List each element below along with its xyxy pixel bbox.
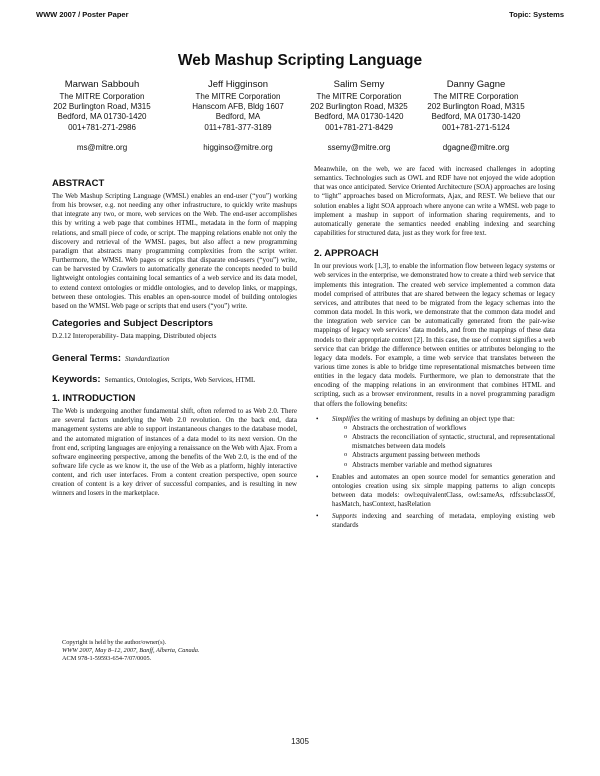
author-email: ssemy@mitre.org — [327, 142, 391, 152]
sub-list-item: o Abstracts the reconciliation of syntactic, structural, and representational mismatches between data models — [344, 433, 555, 451]
conference-line: WWW 2007, May 8–12, 2007, Banff, Alberta, Canada. — [62, 647, 200, 655]
general-terms — [52, 348, 297, 366]
author-address: Bedford, MA 01730-1420 — [431, 112, 521, 122]
author-address: 202 Burlington Road, M325 — [310, 102, 408, 112]
author-email: dgagne@mitre.org — [442, 142, 510, 152]
author-address: 202 Burlington Road, M315 — [53, 102, 151, 112]
copyright-line: Copyright is held by the author/owner(s). — [62, 639, 167, 646]
author-address: Bedford, MA — [215, 112, 261, 122]
introduction-text: The Web is undergoing another fundamental shift, often referred to as Web 2.0. There are several factors underlying the Web 2.0 revolution. On the back end, data management systems are able to support instantaneous changes to the database model, and the automated migration of instances of a data model to its next version. On the front end, scripting languages are enjoying a renaissance on the Web with Ajax. From a software engineering perspective, among the benefits of the Web 2.0, is the end of the software life cycle as we know it, the use of the Web as a platform, highly interactive content, and rich user interfaces. From a content creation perspective, open source creation of content is a key driver of successful companies, and is resulting in new winners and losers in the marketplace. — [52, 407, 297, 498]
author-org: The MITRE Corporation — [195, 92, 281, 101]
keywords-heading: Keywords: — [52, 374, 101, 386]
paper-title: Web Mashup Scripting Language — [177, 52, 423, 69]
bullet-lead: Simplifies — [332, 414, 360, 423]
author-block — [303, 79, 415, 153]
left-column — [52, 178, 297, 499]
author-address: Hanscom AFB, Bldg 1607 — [192, 102, 284, 112]
author-block — [182, 79, 294, 153]
categories-heading: Categories and Subject Descriptors — [52, 318, 214, 330]
running-header-left: WWW 2007 / Poster Paper — [36, 10, 129, 19]
categories-text: D.2.12 Interoperability- Data mapping, Distributed objects — [52, 332, 217, 341]
benefits-list — [314, 415, 555, 531]
author-email: higginso@mitre.org — [203, 142, 273, 152]
bullet-text: the writing of mashups by defining an object type that: — [359, 414, 515, 423]
general-terms-value: Standardization — [125, 355, 170, 364]
general-terms-heading: General Terms: — [52, 353, 121, 365]
author-phone: 001+781-271-5124 — [442, 122, 510, 132]
copyright-notice — [62, 639, 292, 664]
author-name: Jeff Higginson — [207, 79, 269, 90]
sub-list-item: o Abstracts member variable and method signatures — [344, 461, 555, 470]
introduction-continued: Meanwhile, on the web, we are faced with increased challenges in adopting semantics. Technologies such as OWL and RDF have not enjoyed the wide adoption that was once anticipated. Service Oriented Architecture (SOA) approaches are losing to “light” approaches based on Microformats, Ajax, and REST. We believe that our solution enables a light SOA approach where anyone can write a WMSL web page to implement a mashup in support of information sharing requirements, and to automatically generate the semantics needed enabling indexing and searching capabilities for structured data, just as they work for free text. — [314, 165, 555, 238]
author-address: Bedford, MA 01730-1420 — [314, 112, 404, 122]
author-phone: 001+781-271-2986 — [68, 122, 136, 132]
author-phone: 001+781-271-8429 — [325, 122, 393, 132]
author-org: The MITRE Corporation — [59, 92, 145, 101]
author-org: The MITRE Corporation — [433, 92, 519, 101]
sub-list — [332, 424, 555, 470]
list-item — [328, 415, 555, 470]
keywords — [52, 373, 297, 385]
sub-list-item: o Abstracts the orchestration of workflows — [344, 424, 555, 433]
sub-list-item: o Abstracts argument passing between methods — [344, 451, 555, 460]
author-name: Marwan Sabbouh — [64, 79, 140, 90]
author-phone: 011+781-377-3189 — [204, 122, 272, 132]
bullet-lead: Supports — [332, 512, 357, 521]
acm-line: ACM 978-1-59593-654-7/07/0005. — [62, 655, 152, 663]
keywords-value: Semantics, Ontologies, Scripts, Web Services, HTML — [104, 376, 256, 385]
abstract-heading: ABSTRACT — [52, 178, 105, 189]
author-block — [46, 79, 158, 153]
author-name: Danny Gagne — [446, 79, 506, 90]
list-item — [328, 512, 555, 530]
author-block — [420, 79, 532, 153]
author-org: The MITRE Corporation — [316, 92, 402, 101]
bullet-text: indexing and searching of metadata, employing existing web standards — [332, 512, 555, 530]
bullet-text: Enables and automates an open source model for semantics generation and ontologies creation using six simple mapping patterns to align concepts between data models: owl:equivalentClass, owl:sameAs, rdfs:subclassOf, hasMatch, hasContext, hasRelation — [332, 472, 555, 509]
abstract-text: The Web Mashup Scripting Language (WMSL) enables an end-user (“you”) working from his browser, e.g. not needing any other infrastructure, to quickly write mashups that integrate any two, or more, web services on the Web. The end-user accomplishes this by writing a web page that combines HTML, metadata in the form of mapping relations, and small piece of code, or script. The mapping relations enable not only the discovery and retrieval of the WMSL pages, but also affect a new programming paradigm that abstracts many programming complexities from the script writer. Furthermore, the WMSL Web pages or scripts that disparate end-users (“you”) write, can be harvested by Crawlers to automatically generate the concepts needed to build lightweight ontologies containing local semantics of a web service and its data model, to extend context ontologies or middle ontologies, and to develop links, or mappings, between these ontologies. This enables an open-source model of building ontologies based on the WMSL Web page or scripts that end users (“you”) write. — [52, 192, 297, 310]
author-address: Bedford, MA 01730-1420 — [57, 112, 147, 122]
introduction-heading: 1. INTRODUCTION — [52, 393, 136, 405]
right-column — [314, 165, 555, 534]
author-name: Salim Semy — [333, 79, 385, 90]
author-email: ms@mitre.org — [76, 142, 128, 152]
running-header-right: Topic: Systems — [509, 10, 564, 19]
list-item — [328, 473, 555, 510]
author-address: 202 Burlington Road, M315 — [427, 102, 525, 112]
page-number: 1305 — [291, 737, 309, 746]
approach-heading: 2. APPROACH — [314, 248, 379, 260]
approach-text: In our previous work [1,3], to enable the information flow between legacy systems or web services in the enterprise, we demonstrated how to create a third web service that implements this integration. The created web service implemented a common data model comprised of attributes that are shared between the legacy schemas or legacy services, and attributes that need to be migrated from the legacy schemas into the common data model. In this work, we demonstrate that the common data model and the integration web service can be automatically generated from the pair-wise mappings of legacy web services’ data models, and from the mappings of these data models to their appropriate context [2]. In this case, the use of context signifies a web service that can bridge the difference between entities or attributes belonging to the legacy data models. For example, a time web service that translates between the various time zones is able to bridge time representational mismatches between time entities in the legacy data models. Furthermore, we plan to demonstrate that the encoding of the mapping relations in an environment that combines HTML and scripting, such as a browser environment, results in a novel programming paradigm that offers the following benefits: — [314, 262, 555, 408]
